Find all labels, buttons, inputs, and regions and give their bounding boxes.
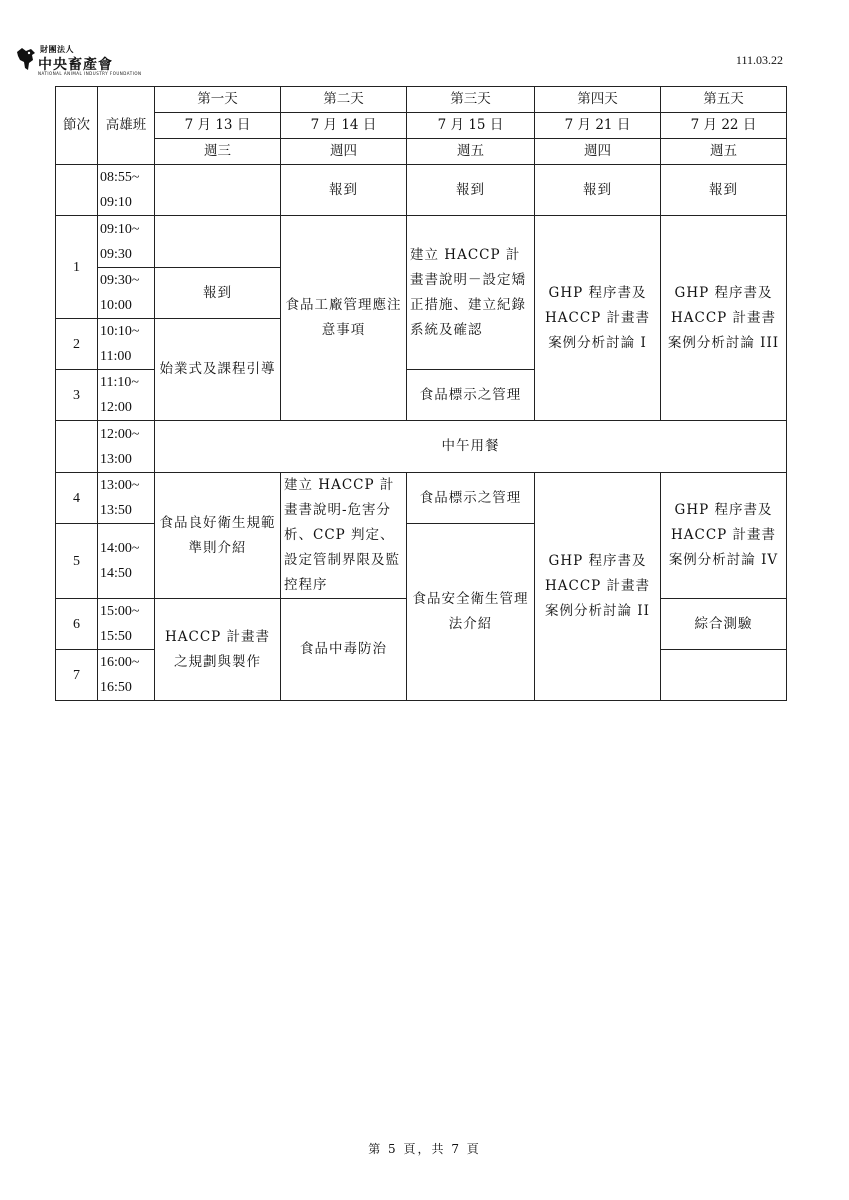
cell-d2-poison: [281, 599, 407, 701]
lesson-text: 始業式及課程引導: [159, 361, 276, 377]
period-empty: [56, 421, 98, 473]
cell-d4-case1: [535, 216, 661, 421]
page-number: 第 5 頁，共 7 頁: [368, 1142, 481, 1156]
day-4-weekday: 週四: [535, 139, 661, 165]
day-2-label: 第二天: [281, 87, 407, 113]
org-logo: [14, 44, 142, 78]
day-4-date: 7 月 21 日: [535, 113, 661, 139]
day-2-date: 7 月 14 日: [281, 113, 407, 139]
time-slot: 09:30~ 10:00: [98, 268, 155, 319]
lesson-text: 建立 HACCP 計畫書說明－設定矯正措施、建立紀錄系統及確認: [410, 246, 526, 338]
lesson-text: GHP 程序書及 HACCP 計畫書案例分析討論 III: [667, 284, 780, 351]
cell-d3-label-am: [407, 370, 535, 421]
lesson-text: 食品安全衛生管理法介紹: [412, 591, 529, 632]
cell-empty: [155, 165, 281, 216]
period-7: 7: [56, 650, 98, 701]
header-class: 高雄班: [98, 87, 155, 165]
lesson-text: 綜合測驗: [694, 615, 753, 632]
time-slot: 09:10~ 09:30: [98, 216, 155, 268]
cell-d5-case3: [661, 216, 787, 421]
cell-d1-opening: [155, 319, 281, 421]
cell-d5-test: [661, 599, 787, 650]
cell-d2-factory: [281, 216, 407, 421]
period-1: 1: [56, 216, 98, 319]
cell-empty: [155, 216, 281, 268]
cell-d3-label-pm: [407, 473, 535, 524]
cell-checkin-day2: [281, 165, 407, 216]
lesson-text: 食品中毒防治: [300, 641, 387, 657]
period-6: 6: [56, 599, 98, 650]
lesson-text: HACCP 計畫書之規劃與製作: [164, 628, 271, 670]
header-period: 節次: [56, 87, 98, 165]
day-5-label: 第五天: [661, 87, 787, 113]
course-schedule-table: [55, 86, 787, 701]
cell-lunch: [155, 421, 787, 473]
time-slot: 14:00~ 14:50: [98, 524, 155, 599]
time-slot: 13:00~ 13:50: [98, 473, 155, 524]
day-3-label: 第三天: [407, 87, 535, 113]
lesson-text: 中午用餐: [441, 438, 500, 454]
lesson-text: 報到: [329, 181, 358, 198]
day-1-date: 7 月 13 日: [155, 113, 281, 139]
day-2-weekday: 週四: [281, 139, 407, 165]
period-2: 2: [56, 319, 98, 370]
lesson-text: 食品工廠管理應注意事項: [285, 297, 402, 338]
cell-d1-ghp: [155, 473, 281, 599]
lesson-text: 報到: [709, 181, 738, 198]
time-slot: 15:00~ 15:50: [98, 599, 155, 650]
time-slot: 08:55~ 09:10: [98, 165, 155, 216]
cell-d1-haccp-plan: [155, 599, 281, 701]
cell-d3-haccp-corrective: [407, 216, 535, 370]
day-5-date: 7 月 22 日: [661, 113, 787, 139]
day-1-weekday: 週三: [155, 139, 281, 165]
org-name: 中央畜產會: [38, 57, 113, 73]
cell-checkin-day3: [407, 165, 535, 216]
period-3: 3: [56, 370, 98, 421]
time-slot: 11:10~ 12:00: [98, 370, 155, 421]
ox-logo-icon: [14, 46, 38, 74]
lesson-text: 食品標示之管理: [419, 386, 522, 403]
day-1-label: 第一天: [155, 87, 281, 113]
period-empty: [56, 165, 98, 216]
cell-checkin-day5: [661, 165, 787, 216]
period-5: 5: [56, 524, 98, 599]
lesson-text: 建立 HACCP 計畫書說明-危害分析、CCP 判定、設定管制界限及監控程序: [284, 477, 400, 593]
cell-d1-checkin: [155, 268, 281, 319]
lesson-text: GHP 程序書及 HACCP 計畫書案例分析討論 IV: [668, 502, 779, 568]
org-english-name: NATIONAL ANIMAL INDUSTRY FOUNDATION: [38, 71, 142, 76]
day-5-weekday: 週五: [661, 139, 787, 165]
period-4: 4: [56, 473, 98, 524]
day-4-label: 第四天: [535, 87, 661, 113]
cell-d3-safety-law: [407, 524, 535, 701]
day-3-date: 7 月 15 日: [407, 113, 535, 139]
cell-d2-haccp-hazard: [281, 473, 407, 599]
document-date: 111.03.22: [735, 53, 783, 67]
time-slot: 10:10~ 11:00: [98, 319, 155, 370]
lesson-text: GHP 程序書及 HACCP 計畫書案例分析討論 I: [544, 284, 651, 351]
day-3-weekday: 週五: [407, 139, 535, 165]
cell-empty: [661, 650, 787, 701]
cell-checkin-day4: [535, 165, 661, 216]
lesson-text: 報到: [203, 284, 232, 301]
lesson-text: GHP 程序書及 HACCP 計畫書案例分析討論 II: [544, 553, 651, 619]
lesson-text: 報到: [583, 181, 612, 198]
lesson-text: 食品良好衛生規範準則介紹: [159, 514, 276, 556]
time-slot: 12:00~ 13:00: [98, 421, 155, 473]
lesson-text: 食品標示之管理: [419, 489, 522, 506]
lesson-text: 報到: [456, 181, 485, 198]
cell-d5-case4: [661, 473, 787, 599]
time-slot: 16:00~ 16:50: [98, 650, 155, 701]
cell-d4-case2: [535, 473, 661, 701]
org-type: 財團法人: [40, 45, 74, 54]
